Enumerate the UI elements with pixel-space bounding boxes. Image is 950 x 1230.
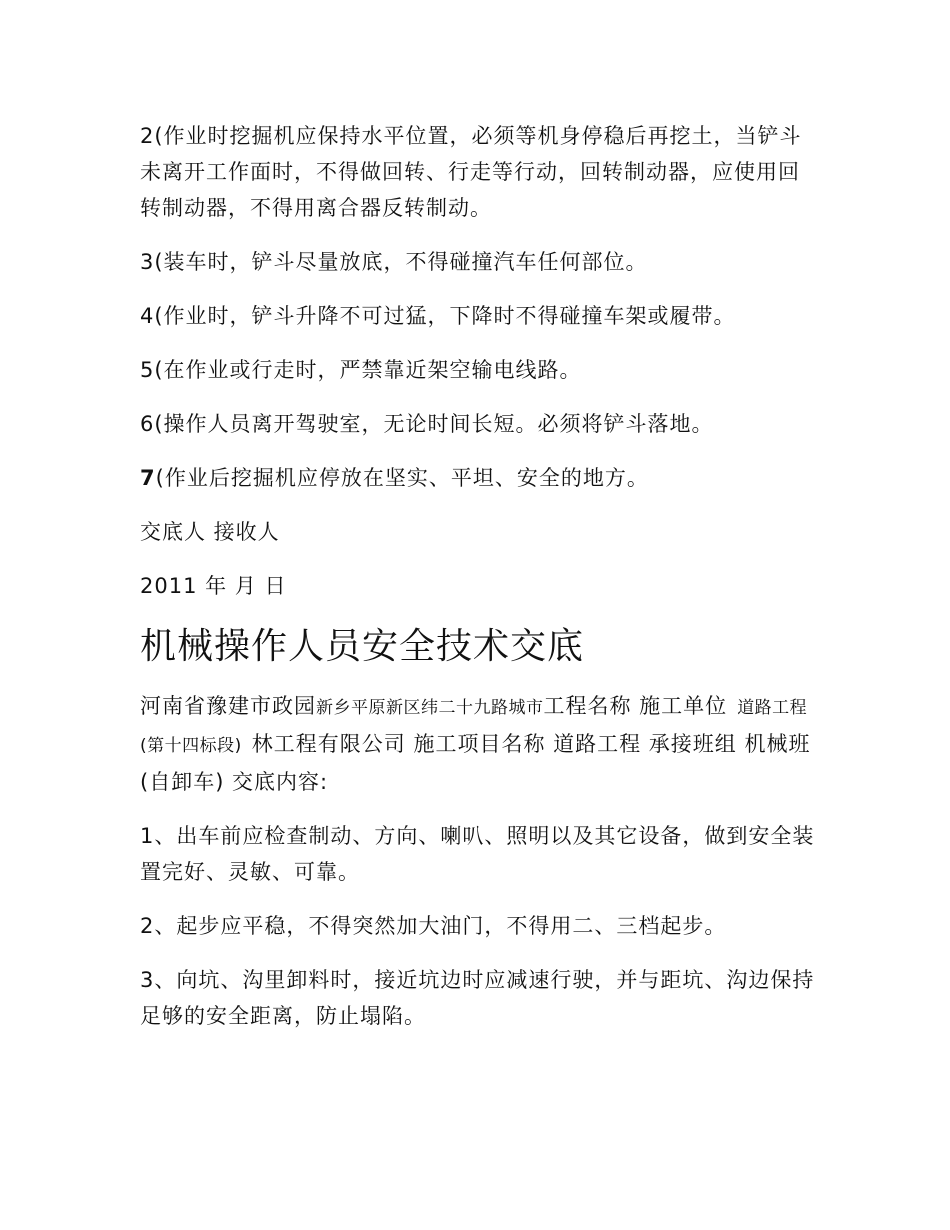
item-7-number: 7 xyxy=(140,466,156,490)
intro-part-2: 新乡平原新区纬二十九路城市 xyxy=(316,698,544,718)
date-line: 2011 年 月 日 xyxy=(140,574,287,598)
project-intro xyxy=(140,688,820,800)
intro-part-5: 林工程有限公司 施工项目名称 道路工程 承接班组 机械班(自卸车) 交底内容: xyxy=(140,732,811,794)
item-7-text: (作业后挖掘机应停放在坚实、平坦、安全的地方。 xyxy=(155,466,649,490)
paragraph-item-2: 2(作业时挖掘机应保持水平位置，必须等机身停稳后再挖土，当铲斗未离开工作面时，不得做回转、行走等行动，回转制动器，应使用回转制动器，不得用离合器反转制动。 xyxy=(140,124,802,220)
document-page xyxy=(140,118,820,1052)
content-item-1: 1、出车前应检查制动、方向、喇叭、照明以及其它设备，做到安全装置完好、灵敏、可靠。 xyxy=(140,824,815,884)
paragraph-item-4: 4(作业时，铲斗升降不可过猛，下降时不得碰撞车架或履带。 xyxy=(140,304,736,328)
intro-part-1: 河南省豫建市政园 xyxy=(140,694,316,718)
paragraph-item-7 xyxy=(140,460,820,496)
intro-part-3: 工程名称 施工单位 xyxy=(543,694,728,718)
paragraph-item-6: 6(操作人员离开驾驶室，无论时间长短。必须将铲斗落地。 xyxy=(140,412,714,436)
paragraph-item-5: 5(在作业或行走时，严禁靠近架空输电线路。 xyxy=(140,358,582,382)
signature-line: 交底人 接收人 xyxy=(140,520,280,544)
intro-part-4: 道路工程(第十四标段) xyxy=(140,698,808,756)
content-item-2: 2、起步应平稳，不得突然加大油门，不得用二、三档起步。 xyxy=(140,914,727,938)
content-item-3: 3、向坑、沟里卸料时，接近坑边时应减速行驶，并与距坑、沟边保持足够的安全距离，防止塌陷。 xyxy=(140,968,815,1028)
document-title: 机械操作人员安全技术交底 xyxy=(140,626,585,667)
paragraph-item-3: 3(装车时，铲斗尽量放底，不得碰撞汽车任何部位。 xyxy=(140,250,648,274)
